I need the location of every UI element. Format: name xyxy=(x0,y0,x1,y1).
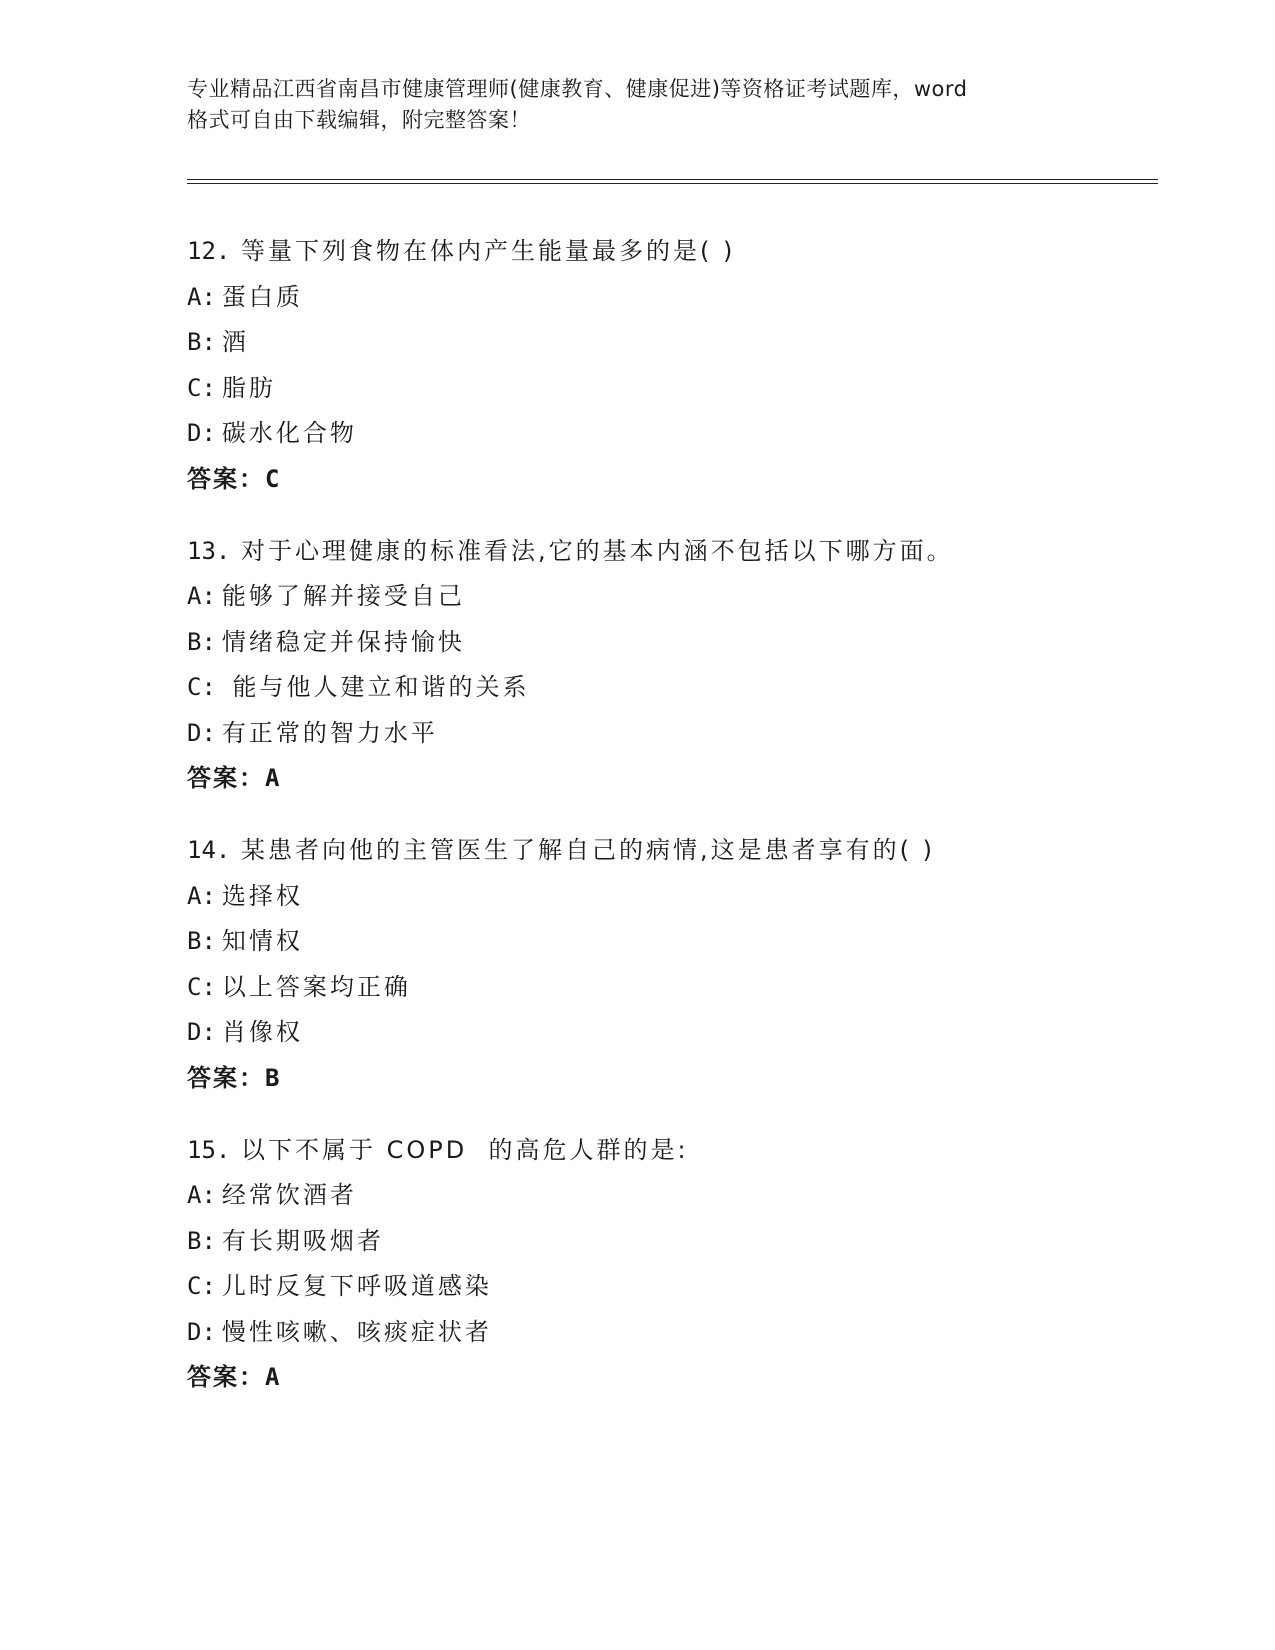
option-d xyxy=(187,1017,1147,1047)
header-divider-bottom xyxy=(187,183,1158,184)
option-label: C: xyxy=(187,373,216,402)
question-text: 等量下列食物在体内产生能量最多的是( ) xyxy=(241,237,736,265)
option-text: 慢性咳嗽、咳痰症状者 xyxy=(221,1317,492,1346)
option-c xyxy=(187,972,1147,1002)
question-15 xyxy=(187,1135,1147,1393)
option-label: B: xyxy=(187,627,216,656)
answer-line xyxy=(187,464,1147,494)
question-14 xyxy=(187,835,1147,1093)
answer-value: A xyxy=(265,1363,280,1391)
option-label: C: xyxy=(187,673,216,701)
option-label: A: xyxy=(187,1181,216,1209)
answer-label: 答案： xyxy=(187,764,265,792)
option-a xyxy=(187,581,1147,611)
header-divider-top xyxy=(187,179,1158,180)
answer-value: A xyxy=(265,764,280,792)
option-text: 能够了解并接受自己 xyxy=(221,582,465,610)
option-text: 以上答案均正确 xyxy=(221,972,411,1001)
option-label: D: xyxy=(187,1317,216,1346)
header-line-2: 格式可自由下载编辑，附完整答案！ xyxy=(187,108,531,132)
option-label: C: xyxy=(187,1272,216,1300)
question-13 xyxy=(187,536,1147,794)
option-d xyxy=(187,418,1147,448)
option-label: C: xyxy=(187,972,216,1001)
option-text: 能与他人建立和谐的关系 xyxy=(221,673,530,701)
question-number: 13. xyxy=(187,536,231,565)
option-label: B: xyxy=(187,1226,216,1255)
answer-line xyxy=(187,763,1147,793)
option-text: 肖像权 xyxy=(221,1018,303,1046)
option-label: A: xyxy=(187,881,216,910)
answer-label: 答案： xyxy=(187,1363,265,1391)
option-label: D: xyxy=(187,419,216,447)
option-text: 儿时反复下呼吸道感染 xyxy=(221,1272,492,1300)
option-text: 碳水化合物 xyxy=(221,419,357,447)
option-text: 经常饮酒者 xyxy=(221,1181,357,1209)
option-text: 选择权 xyxy=(221,881,303,910)
option-text: 酒 xyxy=(221,328,249,356)
option-text: 有长期吸烟者 xyxy=(221,1226,384,1255)
option-text: 知情权 xyxy=(221,927,303,955)
question-title xyxy=(187,835,1147,865)
option-c xyxy=(187,373,1147,403)
question-title xyxy=(187,536,1147,566)
option-text: 脂肪 xyxy=(221,373,276,402)
answer-label: 答案： xyxy=(187,464,265,493)
option-label: A: xyxy=(187,282,216,311)
answer-label: 答案： xyxy=(187,1063,265,1092)
question-list xyxy=(187,236,1147,1434)
option-c xyxy=(187,672,1147,702)
option-label: D: xyxy=(187,718,216,747)
question-number: 15. xyxy=(187,1135,231,1164)
answer-value: B xyxy=(265,1063,280,1092)
option-d xyxy=(187,718,1147,748)
option-label: B: xyxy=(187,328,216,356)
option-text: 情绪稳定并保持愉快 xyxy=(221,627,465,656)
header-line-1: 专业精品江西省南昌市健康管理师(健康教育、健康促进)等资格证考试题库，word xyxy=(187,77,968,101)
option-text: 蛋白质 xyxy=(221,282,303,311)
option-b xyxy=(187,327,1147,357)
option-a xyxy=(187,282,1147,312)
option-label: A: xyxy=(187,582,216,610)
answer-line xyxy=(187,1063,1147,1093)
option-c xyxy=(187,1271,1147,1301)
question-text: 对于心理健康的标准看法,它的基本内涵不包括以下哪方面。 xyxy=(241,536,954,565)
option-b xyxy=(187,926,1147,956)
option-a xyxy=(187,881,1147,911)
answer-value: C xyxy=(265,464,280,493)
question-number: 12. xyxy=(187,237,231,265)
question-title xyxy=(187,236,1147,266)
option-b xyxy=(187,1226,1147,1256)
question-12 xyxy=(187,236,1147,494)
question-number: 14. xyxy=(187,836,231,864)
option-a xyxy=(187,1180,1147,1210)
answer-line xyxy=(187,1362,1147,1392)
option-b xyxy=(187,627,1147,657)
option-d xyxy=(187,1317,1147,1347)
option-label: B: xyxy=(187,927,216,955)
question-title xyxy=(187,1135,1147,1165)
page-header xyxy=(187,74,1097,136)
question-text: 某患者向他的主管医生了解自己的病情,这是患者享有的( ) xyxy=(241,836,935,864)
option-text: 有正常的智力水平 xyxy=(221,718,438,747)
question-text: 以下不属于 COPD 的高危人群的是: xyxy=(241,1135,689,1164)
option-label: D: xyxy=(187,1018,216,1046)
